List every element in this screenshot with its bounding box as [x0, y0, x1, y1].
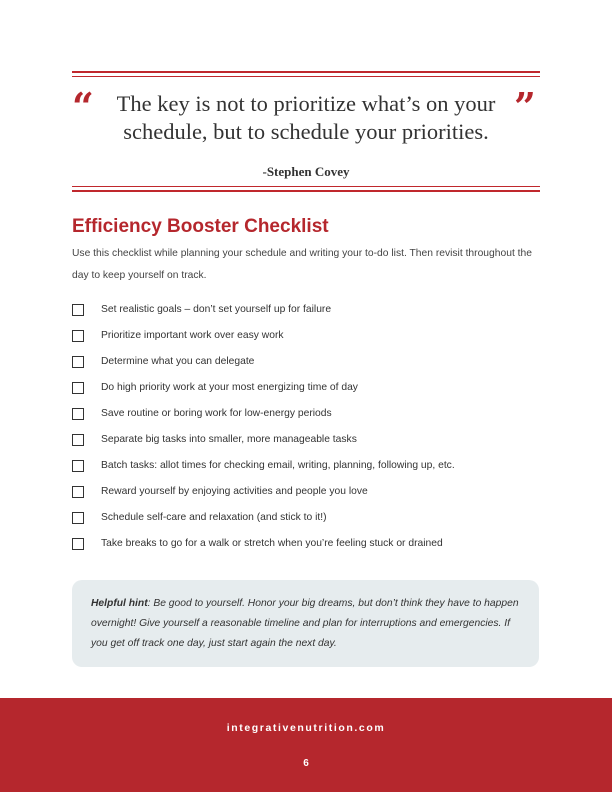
checklist-item-label: Set realistic goals – don’t set yourself up for failure [101, 304, 332, 315]
helpful-hint-text [91, 594, 525, 654]
checklist-item-label: Prioritize important work over easy work [101, 330, 284, 341]
close-quote-icon: ” [514, 84, 536, 129]
checklist-item-label: Do high priority work at your most energizing time of day [101, 382, 358, 393]
checklist-item-label: Batch tasks: allot times for checking email, writing, planning, following up, etc. [101, 460, 455, 471]
checkbox[interactable] [72, 538, 84, 550]
checkbox[interactable] [72, 382, 84, 394]
footer-url: integrativenutrition.com [226, 722, 386, 734]
checklist-item-label: Take breaks to go for a walk or stretch when you’re feeling stuck or drained [101, 538, 443, 549]
quote-bottom-rule-thin [72, 186, 540, 187]
checkbox[interactable] [72, 408, 84, 420]
quote-top-rule-thin [72, 76, 540, 77]
checkbox[interactable] [72, 486, 84, 498]
quote-top-rule [72, 71, 540, 73]
section-heading: Efficiency Booster Checklist [72, 216, 329, 237]
checkbox[interactable] [72, 460, 84, 472]
checklist-item-label: Reward yourself by enjoying activities and people you love [101, 486, 368, 497]
quote-bottom-rule [72, 190, 540, 192]
section-intro: Use this checklist while planning your schedule and writing your to-do list. Then revisit throughout the day to keep yourself on track. [72, 248, 532, 281]
page-number: 6 [303, 758, 309, 769]
quote-author: -Stephen Covey [262, 164, 350, 179]
checkbox[interactable] [72, 434, 84, 446]
checkbox[interactable] [72, 304, 84, 316]
checkbox[interactable] [72, 356, 84, 368]
checklist-item-label: Determine what you can delegate [101, 356, 255, 367]
helpful-hint-label: Helpful hint [91, 598, 148, 609]
helpful-hint-box [72, 580, 539, 667]
open-quote-icon: “ [72, 84, 94, 129]
checklist-item-label: Separate big tasks into smaller, more manageable tasks [101, 434, 357, 445]
checklist-item-label: Schedule self-care and relaxation (and stick to it!) [101, 512, 327, 523]
pull-quote: The key is not to prioritize what’s on your schedule, but to schedule your priorities. [116, 91, 496, 144]
checkbox[interactable] [72, 512, 84, 524]
page-footer [0, 698, 612, 792]
checkbox[interactable] [72, 330, 84, 342]
checklist-item-label: Save routine or boring work for low-energy periods [101, 408, 332, 419]
helpful-hint-body: : Be good to yourself. Honor your big dreams, but don’t think they have to happen overnight! Give yourself a reasonable timeline and plan for interruptions and emergencies. If you get off track one day, just start again the next day. [91, 598, 519, 649]
